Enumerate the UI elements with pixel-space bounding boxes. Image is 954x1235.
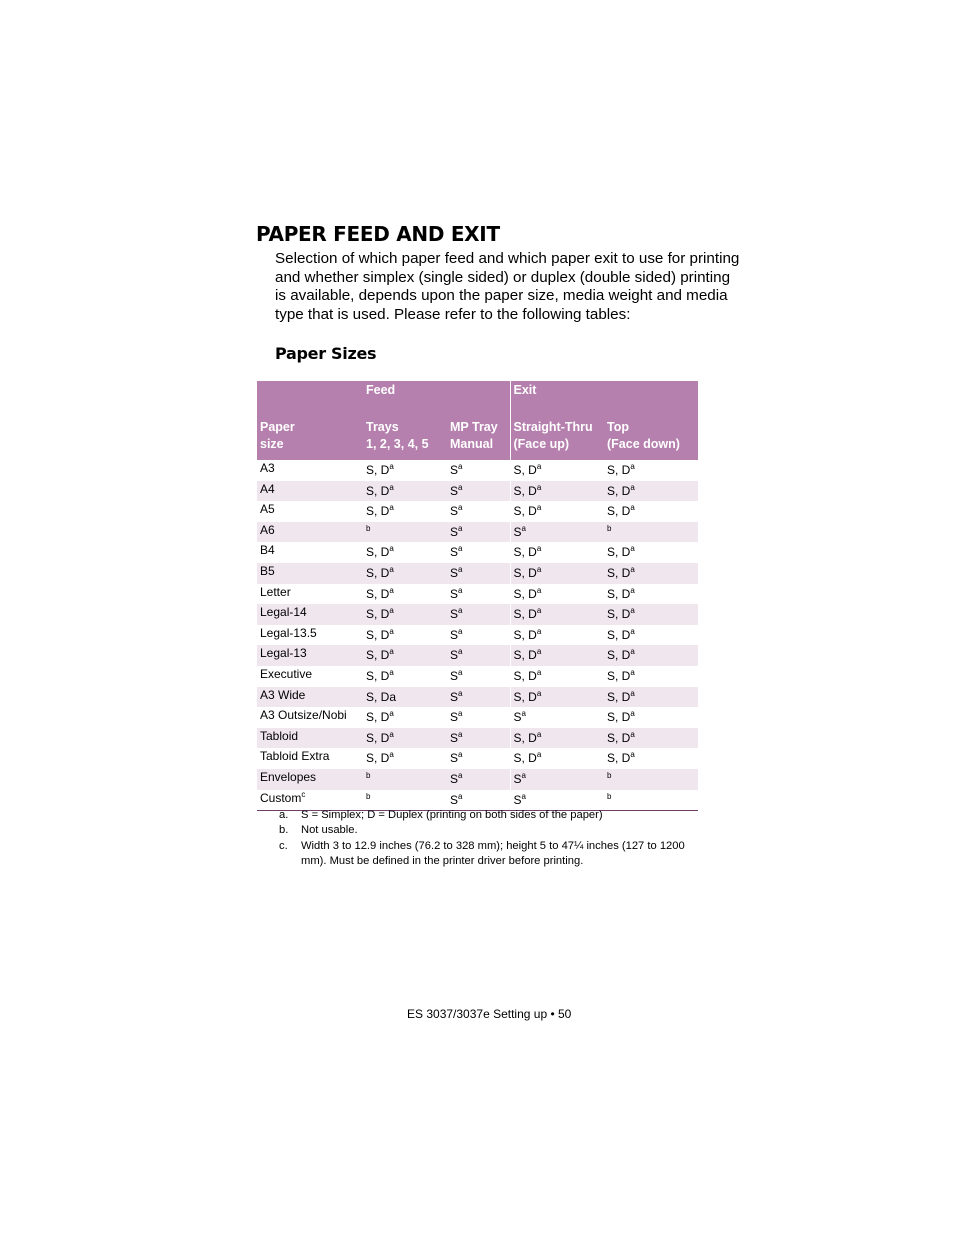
cell-paper-size: A3 — [260, 461, 275, 475]
cell-mp-tray: $S^a$ — [447, 604, 510, 625]
cell-trays: S, $D^a$ — [366, 503, 394, 519]
header-exit: Exit — [510, 381, 698, 404]
footnotes — [279, 808, 699, 869]
table-row — [257, 645, 698, 666]
cell-trays: b — [363, 769, 447, 790]
cell-trays: S, $D^a$ — [366, 585, 394, 601]
cell-paper-size: Custom$^c$ — [257, 790, 363, 811]
cell-straight-thru: S, $D^a$ — [510, 542, 604, 563]
cell-top: S, $D^a$ — [604, 604, 698, 625]
cell-paper-size: B4 — [260, 543, 275, 558]
cell-trays: S, $D^a$ — [366, 750, 394, 766]
page-footer: ES 3037/3037e Setting up • 50 — [407, 1007, 572, 1021]
header-straight-thru: Straight-Thru (Face up) — [510, 404, 604, 460]
cell-top: S, $D^a$ — [604, 645, 698, 666]
table-body — [257, 460, 698, 810]
cell-top: S, $D^a$ — [607, 667, 635, 683]
footnote-item — [279, 839, 699, 870]
header-empty — [257, 381, 363, 404]
cell-mp-tray: $S^a$ — [450, 585, 463, 601]
cell-paper-size: Tabloid Extra — [260, 749, 330, 764]
header-trays: Trays 1, 2, 3, 4, 5 — [363, 404, 447, 460]
cell-straight-thru: S, $D^a$ — [510, 481, 604, 502]
cell-top: S, $D^a$ — [607, 626, 635, 642]
cell-mp-tray: $S^a$ — [450, 750, 463, 766]
cell-top: S, $D^a$ — [607, 709, 635, 725]
header-mp-tray: MP Tray Manual — [447, 404, 510, 460]
header-feed: Feed — [363, 381, 510, 404]
cell-straight-thru: $S^a$ — [510, 707, 604, 728]
section-title: Paper Sizes — [275, 344, 377, 363]
intro-paragraph: Selection of which paper feed and which paper exit to use for printing and whether simplex (single sided) or duplex (double sided) printing is available, depends upon the paper size, media weight and media type that is used. Please refer to the following tables: — [275, 250, 740, 324]
cell-straight-thru: $S^a$ — [510, 769, 604, 790]
cell-top: S, $D^a$ — [604, 563, 698, 584]
cell-trays: b — [363, 522, 447, 543]
footnote-item — [279, 823, 699, 838]
cell-straight-thru: S, $D^a$ — [510, 460, 604, 481]
cell-straight-thru: S, $D^a$ — [510, 666, 604, 687]
footnote-mark: b. — [279, 824, 289, 837]
cell-mp-tray: $S^a$ — [450, 544, 463, 560]
table-row — [257, 584, 698, 605]
cell-straight-thru: $S^a$ — [510, 522, 604, 543]
cell-straight-thru: S, $D^a$ — [510, 728, 604, 749]
cell-mp-tray: $S^a$ — [447, 790, 510, 811]
cell-top: S, $D^a$ — [607, 750, 635, 766]
cell-mp-tray: $S^a$ — [450, 626, 463, 642]
header-top: Top (Face down) — [604, 404, 698, 460]
cell-mp-tray: $S^a$ — [447, 563, 510, 584]
cell-mp-tray: $S^a$ — [447, 728, 510, 749]
cell-paper-size: A5 — [260, 502, 275, 517]
table-group-header — [257, 381, 698, 404]
cell-paper-size: Legal-13.5 — [260, 625, 317, 640]
footnote-text: Width 3 to 12.9 inches (76.2 to 328 mm); height 5 to 47¼ inches (127 to 1200 mm). Must be defined in the printer driver before printing. — [301, 839, 685, 867]
cell-straight-thru: S, $D^a$ — [510, 501, 604, 522]
cell-top: S, $D^a$ — [604, 481, 698, 502]
cell-paper-size: Legal-13 — [257, 645, 363, 666]
cell-paper-size: A6 — [257, 522, 363, 543]
cell-trays: S, $D^a$ — [366, 544, 394, 560]
cell-paper-size: Legal-14 — [257, 604, 363, 625]
cell-top: S, $D^a$ — [607, 503, 635, 519]
cell-straight-thru: S, $D^a$ — [510, 584, 604, 605]
header-paper-size: Paper size — [257, 404, 363, 460]
table-row — [257, 707, 698, 728]
table-row — [257, 687, 698, 708]
cell-straight-thru: S, $D^a$ — [510, 625, 604, 646]
table-row — [257, 604, 698, 625]
cell-mp-tray: $S^a$ — [447, 481, 510, 502]
cell-top: S, $D^a$ — [604, 687, 698, 708]
cell-paper-size: Envelopes — [257, 769, 363, 790]
cell-trays: b — [363, 790, 447, 811]
table-row — [257, 460, 698, 481]
table-row — [257, 542, 698, 563]
cell-mp-tray: $S^a$ — [447, 645, 510, 666]
table-row — [257, 666, 698, 687]
table-row — [257, 728, 698, 749]
cell-top: S, $D^a$ — [607, 462, 635, 477]
cell-paper-size: Tabloid — [257, 728, 363, 749]
cell-mp-tray: $S^a$ — [447, 522, 510, 543]
table-row — [257, 769, 698, 790]
cell-straight-thru: $S^a$ — [510, 790, 604, 811]
table-row — [257, 563, 698, 584]
cell-top: b — [604, 769, 698, 790]
cell-trays: S, $D^a$ — [366, 462, 394, 477]
cell-mp-tray: $S^a$ — [447, 769, 510, 790]
table-row — [257, 522, 698, 543]
cell-mp-tray: $S^a$ — [450, 667, 463, 683]
cell-trays: S, $D^a$ — [363, 563, 447, 584]
table-row — [257, 748, 698, 769]
cell-paper-size: A4 — [257, 481, 363, 502]
cell-straight-thru: S, $D^a$ — [510, 645, 604, 666]
cell-straight-thru: S, $D^a$ — [510, 563, 604, 584]
cell-mp-tray: $S^a$ — [450, 709, 463, 725]
cell-trays: S, $D^a$ — [366, 667, 394, 683]
footnote-item — [279, 808, 699, 823]
paper-sizes-table — [257, 381, 698, 811]
cell-paper-size: B5 — [257, 563, 363, 584]
cell-straight-thru: S, $D^a$ — [510, 687, 604, 708]
table-row — [257, 790, 698, 811]
cell-trays: S, $D^a$ — [363, 604, 447, 625]
cell-paper-size: Letter — [260, 584, 291, 599]
footnote-text: Not usable. — [301, 824, 358, 837]
cell-mp-tray: $S^a$ — [450, 503, 463, 519]
cell-paper-size: A3 Wide — [257, 687, 363, 708]
cell-straight-thru: S, $D^a$ — [510, 748, 604, 769]
cell-top: b — [604, 522, 698, 543]
cell-mp-tray: $S^a$ — [447, 687, 510, 708]
table-row — [257, 625, 698, 646]
cell-paper-size: Executive — [260, 666, 313, 681]
cell-top: b — [604, 790, 698, 811]
page-title: PAPER FEED AND EXIT — [256, 222, 500, 246]
footnote-mark: c. — [279, 839, 288, 852]
cell-trays: S, Da — [363, 687, 447, 708]
cell-top: S, $D^a$ — [607, 585, 635, 601]
cell-trays: S, $D^a$ — [366, 709, 394, 725]
cell-mp-tray: $S^a$ — [450, 462, 463, 477]
cell-trays: S, $D^a$ — [363, 645, 447, 666]
footnote-text: S = Simplex; D = Duplex (printing on both sides of the paper) — [301, 809, 603, 821]
cell-paper-size: A3 Outsize/Nobi — [260, 708, 347, 723]
table-row — [257, 481, 698, 502]
table-column-header — [257, 404, 698, 460]
table-row — [257, 501, 698, 522]
cell-trays: S, $D^a$ — [363, 728, 447, 749]
cell-trays: S, $D^a$ — [366, 626, 394, 642]
footnote-mark: a. — [279, 809, 289, 821]
cell-top: S, $D^a$ — [604, 728, 698, 749]
cell-straight-thru: S, $D^a$ — [510, 604, 604, 625]
cell-trays: S, $D^a$ — [363, 481, 447, 502]
cell-top: S, $D^a$ — [607, 544, 635, 560]
